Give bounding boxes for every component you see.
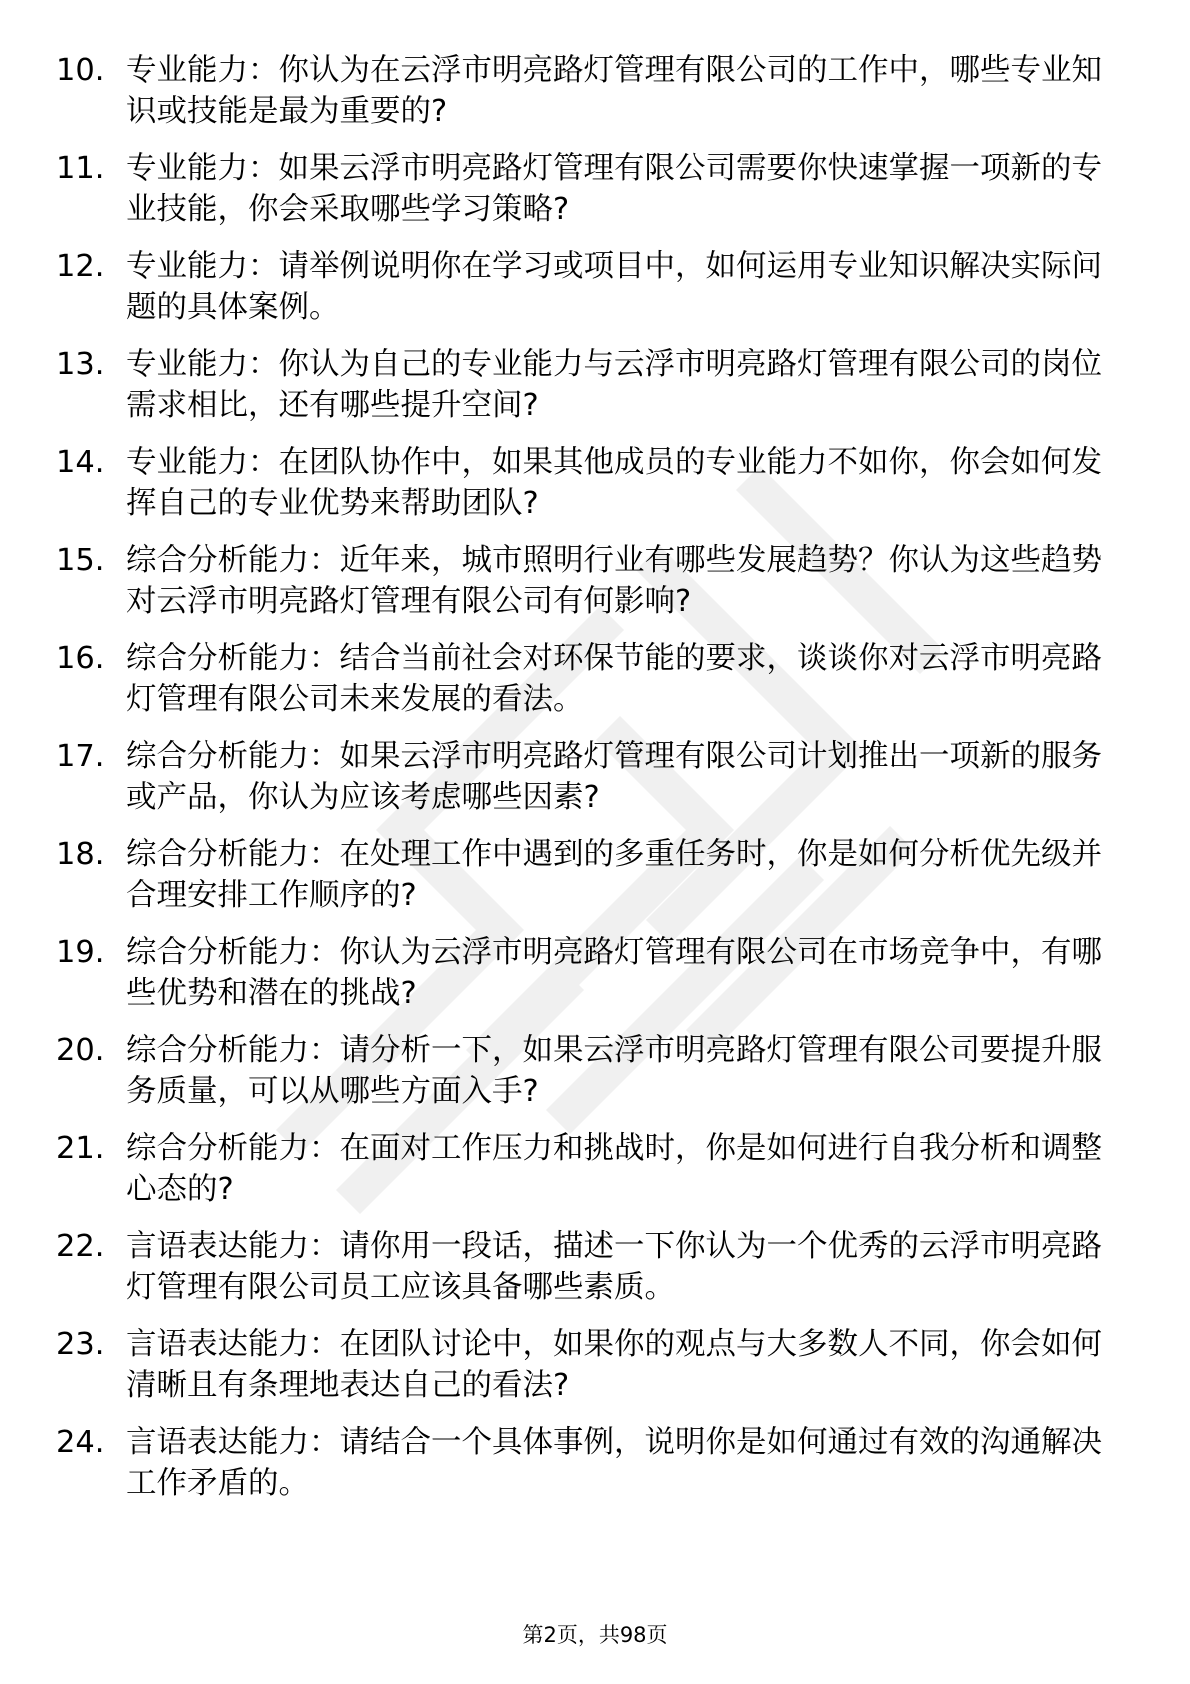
question-text: 专业能力：你认为自己的专业能力与云浮市明亮路灯管理有限公司的岗位需求相比，还有哪些提升空间? xyxy=(126,347,1102,423)
question-number: 11. xyxy=(56,151,105,186)
question-text: 综合分析能力：结合当前社会对环保节能的要求，谈谈你对云浮市明亮路灯管理有限公司未来发展的看法。 xyxy=(126,641,1102,717)
question-item xyxy=(56,1128,1116,1226)
question-item xyxy=(56,540,1116,638)
question-number: 20. xyxy=(56,1033,105,1068)
question-text: 综合分析能力：如果云浮市明亮路灯管理有限公司计划推出一项新的服务或产品，你认为应该考虑哪些因素? xyxy=(126,739,1102,815)
question-number: 19. xyxy=(56,935,105,970)
question-number: 15. xyxy=(56,543,105,578)
question-item xyxy=(56,442,1116,540)
question-number: 24. xyxy=(56,1425,105,1460)
question-item xyxy=(56,638,1116,736)
question-number: 18. xyxy=(56,837,105,872)
question-text: 综合分析能力：你认为云浮市明亮路灯管理有限公司在市场竞争中，有哪些优势和潜在的挑战? xyxy=(126,935,1102,1011)
question-item xyxy=(56,344,1116,442)
question-number: 22. xyxy=(56,1229,105,1264)
question-number: 13. xyxy=(56,347,105,382)
question-text: 综合分析能力：在处理工作中遇到的多重任务时，你是如何分析优先级并合理安排工作顺序的? xyxy=(126,837,1102,913)
question-number: 17. xyxy=(56,739,105,774)
question-item xyxy=(56,246,1116,344)
question-text: 专业能力：如果云浮市明亮路灯管理有限公司需要你快速掌握一项新的专业技能，你会采取哪些学习策略? xyxy=(126,151,1102,227)
question-item xyxy=(56,736,1116,834)
question-item xyxy=(56,932,1116,1030)
question-text: 言语表达能力：在团队讨论中，如果你的观点与大多数人不同，你会如何清晰且有条理地表达自己的看法? xyxy=(126,1327,1102,1403)
question-item xyxy=(56,1030,1116,1128)
question-item xyxy=(56,834,1116,932)
page-footer xyxy=(0,1622,1190,1648)
question-text: 言语表达能力：请你用一段话，描述一下你认为一个优秀的云浮市明亮路灯管理有限公司员工应该具备哪些素质。 xyxy=(126,1229,1102,1305)
question-text: 专业能力：你认为在云浮市明亮路灯管理有限公司的工作中，哪些专业知识或技能是最为重要的? xyxy=(126,53,1102,129)
question-list xyxy=(56,50,1116,1520)
question-item xyxy=(56,1324,1116,1422)
question-number: 21. xyxy=(56,1131,105,1166)
question-number: 12. xyxy=(56,249,105,284)
question-item xyxy=(56,50,1116,148)
question-text: 言语表达能力：请结合一个具体事例，说明你是如何通过有效的沟通解决工作矛盾的。 xyxy=(126,1425,1102,1501)
question-number: 14. xyxy=(56,445,105,480)
question-number: 16. xyxy=(56,641,105,676)
question-number: 23. xyxy=(56,1327,105,1362)
question-number: 10. xyxy=(56,53,105,88)
question-text: 专业能力：请举例说明你在学习或项目中，如何运用专业知识解决实际问题的具体案例。 xyxy=(126,249,1102,325)
page-number-label: 第2页，共98页 xyxy=(522,1623,668,1647)
question-text: 专业能力：在团队协作中，如果其他成员的专业能力不如你，你会如何发挥自己的专业优势来帮助团队? xyxy=(126,445,1102,521)
question-text: 综合分析能力：请分析一下，如果云浮市明亮路灯管理有限公司要提升服务质量，可以从哪些方面入手? xyxy=(126,1033,1102,1109)
question-item xyxy=(56,1422,1116,1520)
question-text: 综合分析能力：在面对工作压力和挑战时，你是如何进行自我分析和调整心态的? xyxy=(126,1131,1102,1207)
question-item xyxy=(56,148,1116,246)
question-text: 综合分析能力：近年来，城市照明行业有哪些发展趋势？你认为这些趋势对云浮市明亮路灯管理有限公司有何影响? xyxy=(126,543,1102,619)
question-item xyxy=(56,1226,1116,1324)
